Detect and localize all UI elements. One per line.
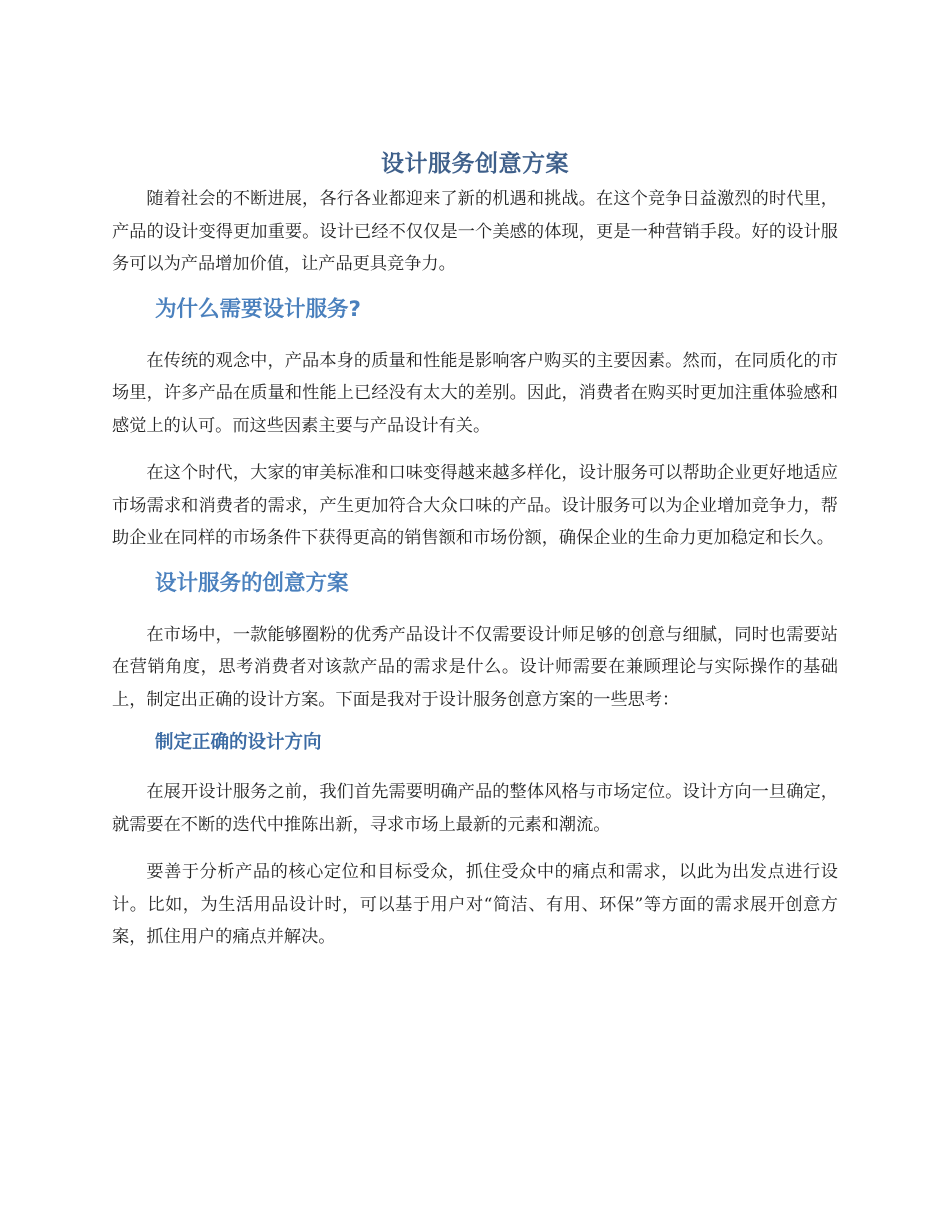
intro-paragraph: 随着社会的不断进展，各行各业都迎来了新的机遇和挑战。在这个竞争日益激烈的时代里，产品的设计变得更加重要。设计已经不仅仅是一个美感的体现，更是一种营销手段。好的设计服务可以为产品增加价值，让产品更具竞争力。	[112, 189, 838, 274]
body-paragraph: 在市场中，一款能够圈粉的优秀产品设计不仅需要设计师足够的创意与细腻，同时也需要站在营销角度，思考消费者对该款产品的需求是什么。设计师需要在兼顾理论与实际操作的基础上，制定出正确的设计方案。下面是我对于设计服务创意方案的一些思考：	[112, 624, 838, 710]
body-paragraph: 在传统的观念中，产品本身的质量和性能是影响客户购买的主要因素。然而，在同质化的市场里，许多产品在质量和性能上已经没有太大的差别。因此，消费者在购买时更加注重体验感和感觉上的认可。而这些因素主要与产品设计有关。	[112, 350, 838, 436]
body-paragraph: 在这个时代，大家的审美标准和口味变得越来越多样化，设计服务可以帮助企业更好地适应市场需求和消费者的需求，产生更加符合大众口味的产品。设计服务可以为企业增加竞争力，帮助企业在同样的市场条件下获得更高的销售额和市场份额，确保企业的生命力更加稳定和长久。	[112, 463, 838, 548]
body-paragraph: 在展开设计服务之前，我们首先需要明确产品的整体风格与市场定位。设计方向一旦确定，就需要在不断的迭代中推陈出新，寻求市场上最新的元素和潮流。	[112, 782, 838, 835]
document-title: 设计服务创意方案	[381, 151, 569, 177]
body-paragraph: 要善于分析产品的核心定位和目标受众，抓住受众中的痛点和需求，以此为出发点进行设计。比如，为生活用品设计时，可以基于用户对“简洁、有用、环保”等方面的需求展开创意方案，抓住用户的痛点并解决。	[112, 862, 838, 947]
section-heading-creative-plan: 设计服务的创意方案	[155, 570, 349, 596]
subsection-heading-design-direction: 制定正确的设计方向	[155, 732, 322, 753]
section-heading-why-design: 为什么需要设计服务?	[155, 296, 361, 322]
